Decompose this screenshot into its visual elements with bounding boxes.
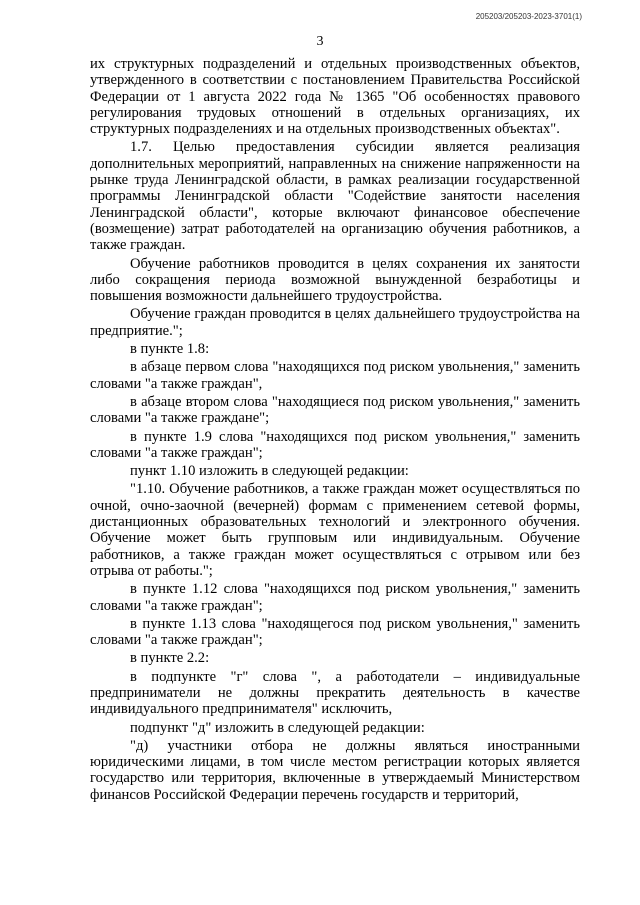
paragraph-11: в пункте 1.12 слова "находящихся под риском увольнения," заменить словами "а также граждан"; (90, 581, 580, 614)
paragraph-13: в пункте 2.2: (130, 650, 210, 667)
paragraph-9: пункт 1.10 изложить в следующей редакции: (130, 463, 409, 480)
paragraph-7: в абзаце втором слова "находящиеся под риском увольнения," заменить словами "а также граждане"; (90, 393, 580, 427)
paragraph-10: "1.10. Обучение работников, а также граждан может осуществляться по очной, очно-заочной (вечерней) формам с применением сетевой формы, дистанционных образовательных технологий и электронного обучения. Обучение может быть групповым или индивидуальным. Обучение работников, а также граждан может осуществляться с отрывом или без отрыва от работы."; (90, 481, 580, 579)
paragraph-15: подпункт "д" изложить в следующей редакции: (130, 719, 425, 736)
paragraph-14: в подпункте "г" слова ", а работодатели – индивидуальные предприниматели не должны прекратить деятельность в качестве индивидуального предпринимателя" исключить, (90, 668, 580, 718)
document-body (90, 56, 580, 805)
paragraph-12: в пункте 1.13 слова "находящегося под риском увольнения," заменить словами "а также граждан"; (90, 615, 580, 649)
paragraph-6: в абзаце первом слова "находящихся под риском увольнения," заменить словами "а также граждан", (90, 359, 580, 392)
document-id: 205203/205203-2023-3701(1) (475, 12, 582, 21)
page-number: 3 (316, 34, 324, 49)
paragraph-3: Обучение работников проводится в целях сохранения их занятости либо сокращения периода возможной вынужденной безработицы и повышения возможности дальнейшего трудоустройства. (90, 255, 580, 305)
paragraph-2: 1.7. Целью предоставления субсидии является реализация дополнительных мероприятий, направленных на снижение напряженности на рынке труда Ленинградской области, в рамках реализации государственной программы Ленинградской области "Содействие занятости населения Ленинградской области", которые включают финансовое обеспечение (возмещение) затрат работодателей на организацию обучения работников, а также граждан. (90, 139, 580, 254)
paragraph-5: в пункте 1.8: (130, 341, 210, 358)
paragraph-16: "д) участники отбора не должны являться иностранными юридическими лицами, в том числе местом регистрации которых является государство или территория, включенные в утверждаемый Министерством финансов Российской Федерации перечень государств и территорий, (90, 737, 580, 803)
paragraph-4: Обучение граждан проводится в целях дальнейшего трудоустройства на предприятие."; (90, 306, 580, 339)
paragraph-1: их структурных подразделений и отдельных производственных объектов, утвержденного в соответствии с постановлением Правительства Российской Федерации от 1 августа 2022 года № 1365 "Об особенностях правового регулирования трудовых отношений в отдельных организациях, их структурных подразделениях и на отдельных производственных объектах". (90, 56, 580, 138)
paragraph-8: в пункте 1.9 слова "находящихся под риском увольнения," заменить словами "а также граждан"; (90, 428, 580, 461)
